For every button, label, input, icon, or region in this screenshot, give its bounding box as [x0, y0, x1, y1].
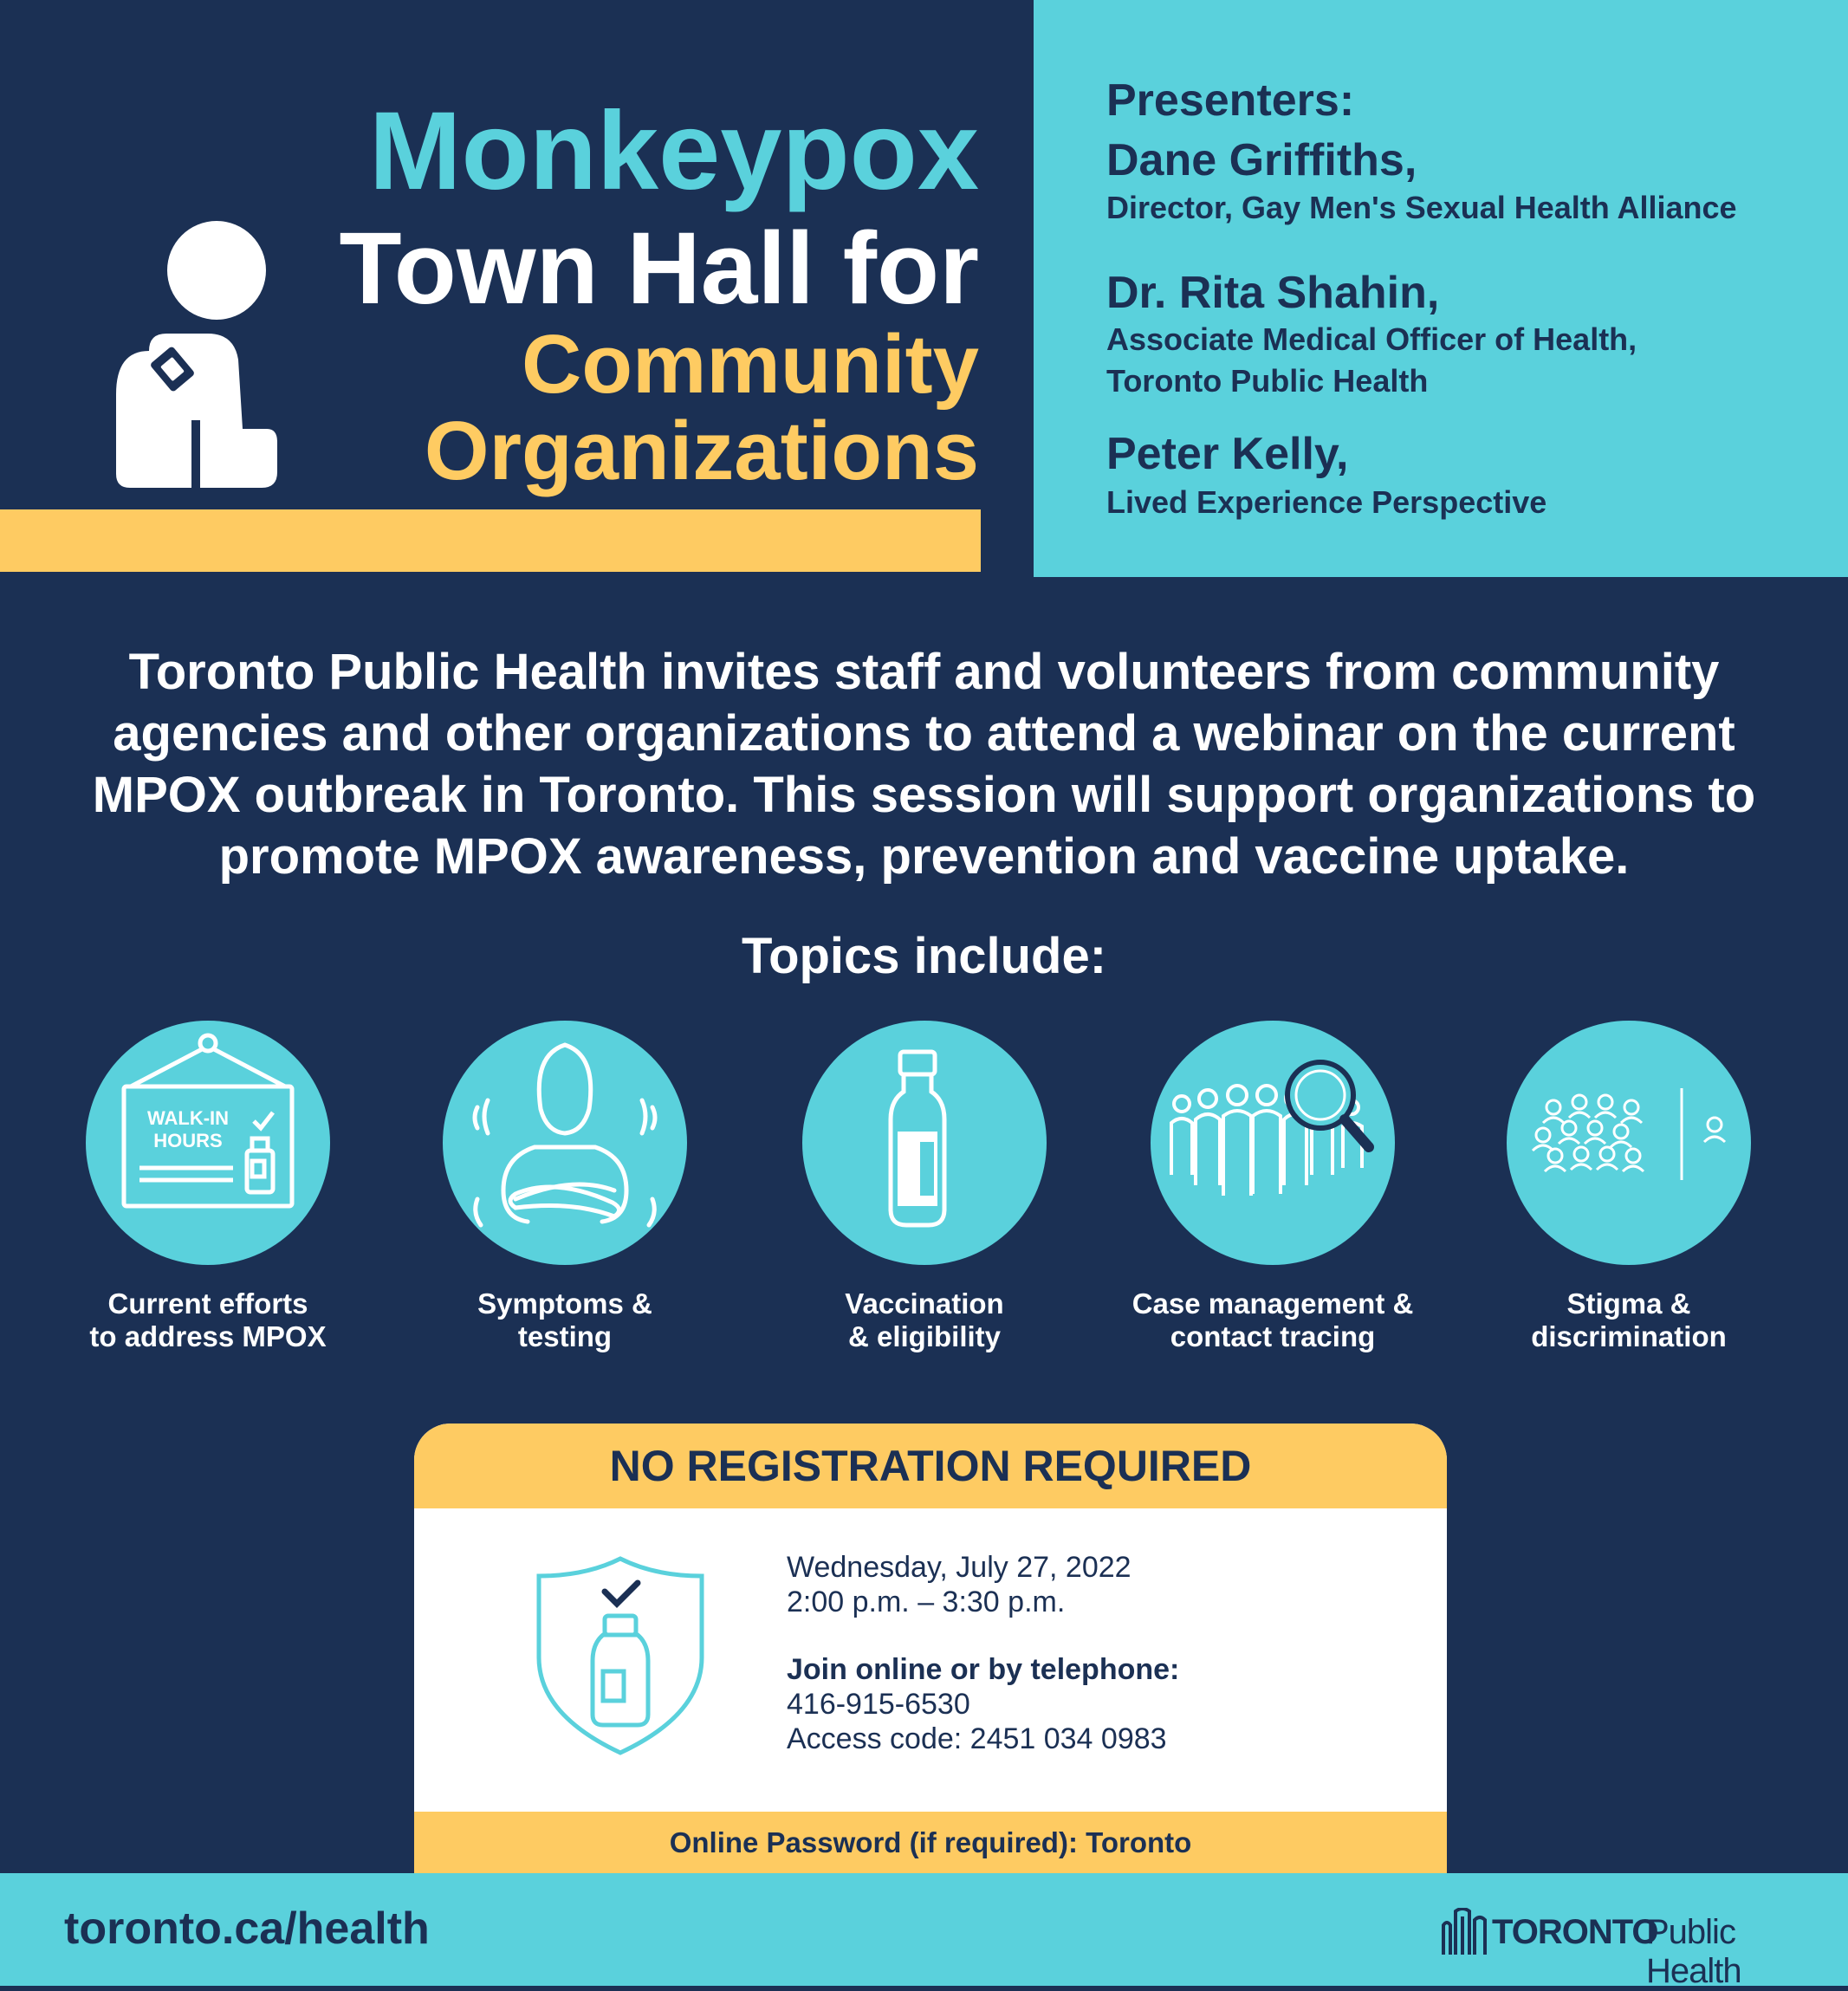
intro-paragraph	[52, 641, 1796, 887]
topic-label-line: Symptoms &	[477, 1287, 652, 1320]
registration-card	[414, 1424, 1447, 1874]
shield-vaccine-icon	[534, 1553, 707, 1760]
topic-label-line: Stigma &	[1566, 1287, 1691, 1320]
toronto-public-health-logo	[1440, 1908, 1804, 1990]
isolated-person-icon	[1507, 1021, 1751, 1265]
topic-symptoms	[409, 1021, 721, 1353]
logo-toronto-text: TORONTO	[1492, 1913, 1658, 1951]
title-monkeypox: Monkeypox	[368, 89, 979, 213]
walk-in-hours-sign-icon	[86, 1021, 330, 1265]
footer-url[interactable]: toronto.ca/health	[64, 1903, 430, 1954]
crowd-magnifier-icon	[1151, 1021, 1395, 1265]
join-label: Join online or by telephone:	[787, 1653, 1180, 1686]
sign-text: WALK-IN	[146, 1107, 230, 1129]
city-hall-icon	[1440, 1908, 1488, 1956]
title-town-hall: Town Hall for	[339, 211, 979, 326]
presenter-role: Director, Gay Men's Sexual Health Alliance	[1106, 190, 1737, 225]
presenters-heading: Presenters:	[1106, 75, 1355, 126]
event-date: Wednesday, July 27, 2022	[787, 1551, 1131, 1584]
topic-circle	[802, 1021, 1047, 1265]
topic-label-line: Vaccination	[845, 1287, 1004, 1320]
topic-circle	[86, 1021, 330, 1265]
topic-vaccination	[768, 1021, 1080, 1353]
intro-line: promote MPOX awareness, prevention and vaccine uptake.	[218, 828, 1630, 885]
title-organizations: Organizations	[424, 405, 979, 497]
access-code: Access code: 2451 034 0983	[787, 1722, 1167, 1755]
title-block	[0, 0, 1033, 572]
topic-label	[52, 1287, 364, 1353]
topic-case-management	[1117, 1021, 1429, 1353]
topic-label	[1117, 1287, 1429, 1353]
password-note: Online Password (if required): Toronto	[414, 1812, 1447, 1874]
intro-line: agencies and other organizations to attend a webinar on the current	[113, 705, 1735, 762]
topic-label-line: testing	[517, 1320, 613, 1352]
topic-circle	[443, 1021, 687, 1265]
topic-circle	[1151, 1021, 1395, 1265]
topic-current-efforts	[52, 1021, 364, 1353]
phone-number: 416-915-6530	[787, 1688, 970, 1721]
topic-label-line: Case management &	[1131, 1287, 1414, 1320]
topic-label-line: discrimination	[1531, 1320, 1727, 1352]
footer	[0, 1873, 1848, 1990]
topic-label	[409, 1287, 721, 1353]
event-time: 2:00 p.m. – 3:30 p.m.	[787, 1586, 1066, 1618]
registration-header: NO REGISTRATION REQUIRED	[414, 1424, 1447, 1508]
intro-line: Toronto Public Health invites staff and volunteers from community	[128, 644, 1720, 700]
topic-label	[768, 1287, 1080, 1353]
presenter-role: Associate Medical Officer of Health,	[1106, 321, 1637, 357]
presenter-role: Lived Experience Perspective	[1106, 484, 1547, 520]
person-shivering-icon	[443, 1021, 687, 1265]
vaccine-vial-icon	[802, 1021, 1047, 1265]
topic-stigma	[1473, 1021, 1785, 1353]
presenters-panel	[1034, 0, 1848, 577]
presenter-name: Dane Griffiths,	[1106, 135, 1417, 185]
topic-label-line: to address MPOX	[89, 1320, 327, 1352]
intro-line: MPOX outbreak in Toronto. This session will support organizations to	[92, 767, 1756, 823]
topic-label-line: & eligibility	[847, 1320, 1002, 1352]
topics-heading: Topics include:	[741, 928, 1107, 984]
title-underline-bar	[0, 509, 981, 572]
vaccinated-person-icon	[113, 221, 286, 490]
presenter-name: Dr. Rita Shahin,	[1106, 268, 1440, 318]
presenter-role: Toronto Public Health	[1106, 363, 1429, 399]
sign-text: HOURS	[153, 1130, 223, 1151]
presenter-name: Peter Kelly,	[1106, 429, 1349, 479]
title-community: Community	[522, 318, 979, 411]
topic-circle	[1507, 1021, 1751, 1265]
topic-label	[1473, 1287, 1785, 1353]
logo-public-health-text: Public Health	[1646, 1913, 1741, 1990]
topic-label-line: Current efforts	[107, 1287, 308, 1320]
topic-label-line: contact tracing	[1170, 1320, 1376, 1352]
